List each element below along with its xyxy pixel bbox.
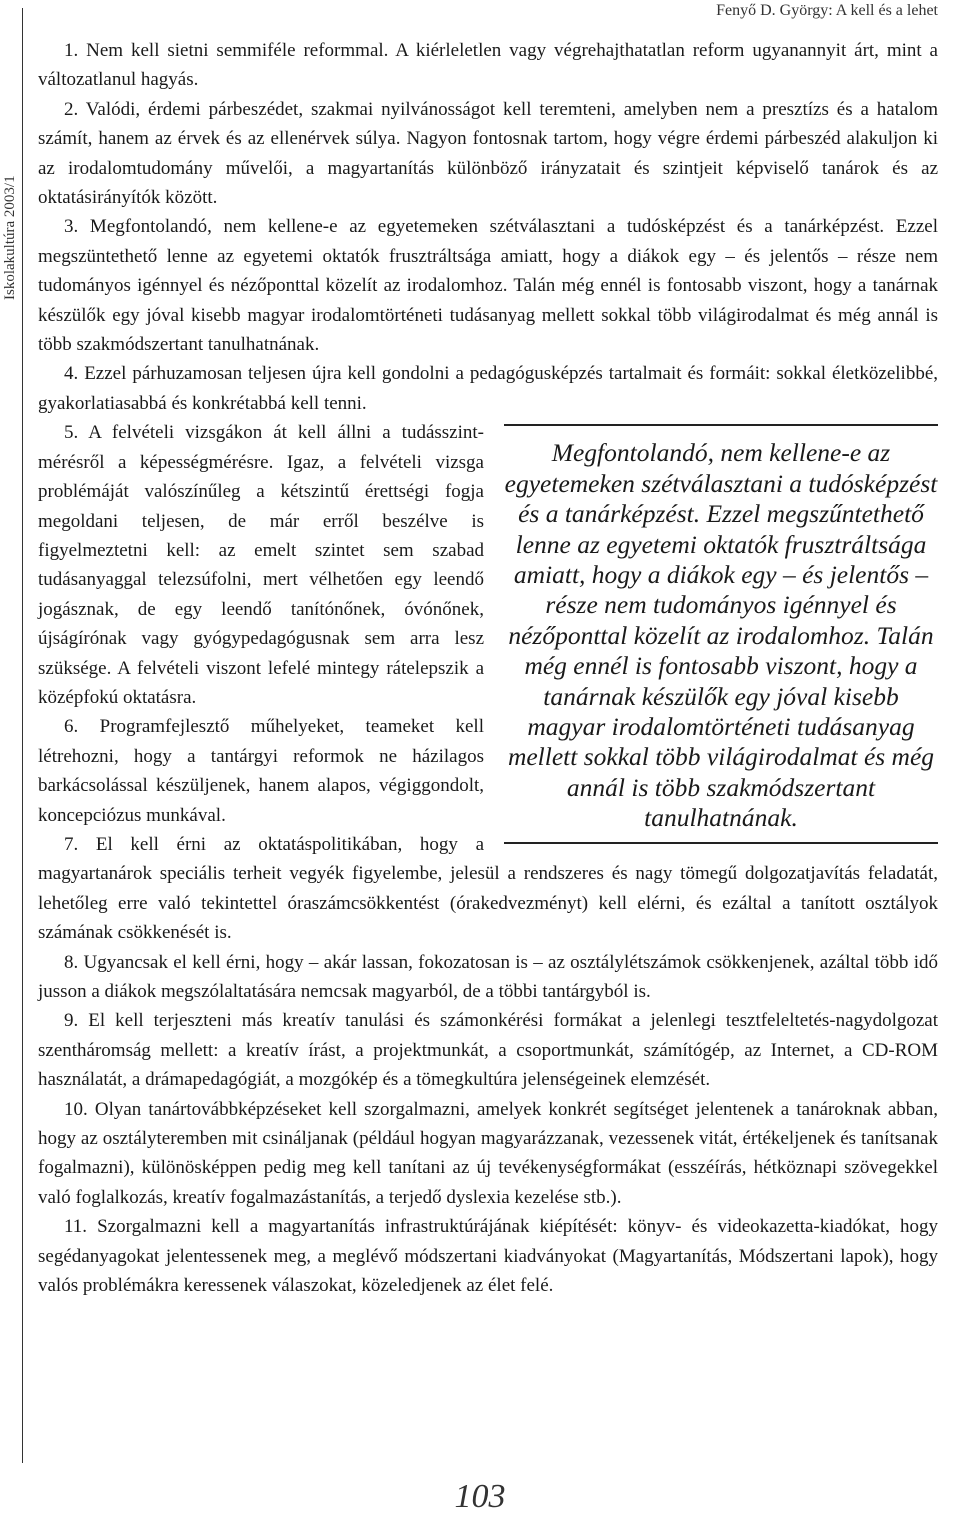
paragraph-10: 10. Olyan tanártovábbképzéseket kell szorgalmazni, amelyek konkrét segítséget jelentenek a tanároknak abban, hogy az osztályteremben mit csináljanak (például hogyan magyarázzanak, vezessenek vitát, értékeljenek és tanítsanak fogalmazni), különösképpen pedig meg kell tanítani az új tevékenységformákat (esszéírás, hétköznapi szövegekkel való foglalkozás, kreatív fogalmazástanítás, a terjedő dyslexia kezelése stb.). (38, 1098, 938, 1208)
margin-rule (22, 8, 23, 1463)
paragraph-3: 3. Megfontolandó, nem kellene-e az egyetemeken szétválasztani a tudósképzést és a tanárképzést. Ezzel megszüntethető lenne az egyetemi oktatók frusztráltsága amiatt, hogy a diákok egy – és jelentős – része nem tudományos igénnyel és nézőponttal közelít az irodalomhoz. Talán még ennél is fontosabb viszont, hogy a tanárnak készülők egy jóval kisebb magyar irodalomtörténeti tudásanyag mellett sokkal több világirodalmat és még annál is több szakmódszertant tanulhatnának. (38, 216, 938, 356)
article-body (38, 36, 938, 1300)
pull-quote-text: Megfontolandó, nem kellene-e az egyetemeken szétválasztani a tudósképzést és a tanárképzést. Ezzel megszűntethető lenne az egyetemi oktatók frusztráltsága amiatt, hogy a diákok egy – és jelentős – része nem tudományos igénnyel és nézőponttal közelít az irodalomhoz. Talán még ennél is fontosabb viszont, hogy a tanárnak készülők egy jóval kisebb magyar irodalomtörténeti tudásanyag mellett sokkal több világirodalmat és még annál is több szakmódszertant tanulhatnának. (504, 438, 938, 833)
paragraph-5: 5. A felvételi vizsgákon át kell állni a tudásszint-mérésről a képességmérésre. Igaz, a felvételi vizsga problémáját valószínűleg a kétszintű érettségi fogja megoldani teljesen, de már erről beszélve is figyelmeztetni kell: az emelt szintet sem szabad tudásanyaggal telezsúfolni, mert vélhetően egy leendő jogásznak, de egy leendő tanítónőnek, óvónőnek, újságírónak vagy gyógypedagógusnak sem arra lesz szüksége. A felvételi viszont lefelé mintegy rátelepszik a középfokú oktatásra. (38, 422, 484, 708)
paragraph-11: 11. Szorgalmazni kell a magyartanítás infrastruktúrájának kiépítését: könyv- és videokazetta-kiadókat, hogy segédanyagokat jelentessenek meg, a meglévő módszertani kiadványokat (Magyartanítás, Módszertani lapok), hogy valós problémákra keressenek válaszokat, közeledjenek az élet felé. (38, 1216, 938, 1297)
paragraph-8: 8. Ugyancsak el kell érni, hogy – akár lassan, fokozatosan is – az osztálylétszámok csökkenjenek, azáltal több idő jusson a diákok megszólaltatására nemcsak magyarból, de a többi tantárgyból is. (38, 951, 938, 1002)
paragraph-2: 2. Valódi, érdemi párbeszédet, szakmai nyilvánosságot kell teremteni, amelyben nem a presztízs és a hatalom számít, hanem az érvek és az ellenérvek súlya. Nagyon fontosnak tartom, hogy végre érdemi párbeszéd alakuljon ki az irodalomtudomány művelői, a magyartanítás különböző irányzatait és szintjeit képviselő tanárok és az oktatásirányítók között. (38, 98, 938, 209)
page-number: 103 (454, 1478, 506, 1515)
journal-name: Iskolakultúra 2003/1 (2, 175, 18, 300)
paragraph-4: 4. Ezzel párhuzamosan teljesen újra kell gondolni a pedagógusképzés tartalmait és formáit: sokkal életközelibbé, gyakorlatiasabbá és konkrétabbá kell tenni. (38, 363, 938, 414)
pull-quote (504, 424, 938, 843)
journal-sidebar (0, 0, 20, 310)
running-head: Fenyő D. György: A kell és a lehet (716, 2, 938, 19)
paragraph-1: 1. Nem kell sietni semmiféle reformmal. A kiérleletlen vagy végrehajthatatlan reform ugyanannyit árt, mint a változatlanul hagyás. (38, 40, 938, 91)
paragraph-6: 6. Programfejlesztő műhelyeket, teameket kell létrehozni, hogy a tantárgyi reformok ne házilagos barkácsolással készüljenek, hanem alapos, végiggondolt, koncepciózus munkával. (38, 716, 484, 826)
paragraph-9: 9. El kell terjeszteni más kreatív tanulási és számonkérési formákat a jelenlegi tesztfeleltetés-nagydolgozat szentháromság mellett: a kreatív írást, a projektmunkát, a csoportmunkát, számítógép, az Internet, a CD-ROM használatát, a drámapedagógiát, a mozgókép és a tömegkultúra jelenségeinek elemzését. (38, 1010, 938, 1091)
paragraph-7: 7. El kell érni az oktatáspolitikában, hogy a magyartanárok speciális terheit vegyék figyelembe, jelesül a rendszeres és nagy tömegű dolgozatjavítás feladatát, lehetőleg erre való tekintettel óraszámcsökkentést (órakedvezményt) kell elérni, és ezáltal a tanított osztályok számának csökkenését is. (38, 833, 938, 944)
